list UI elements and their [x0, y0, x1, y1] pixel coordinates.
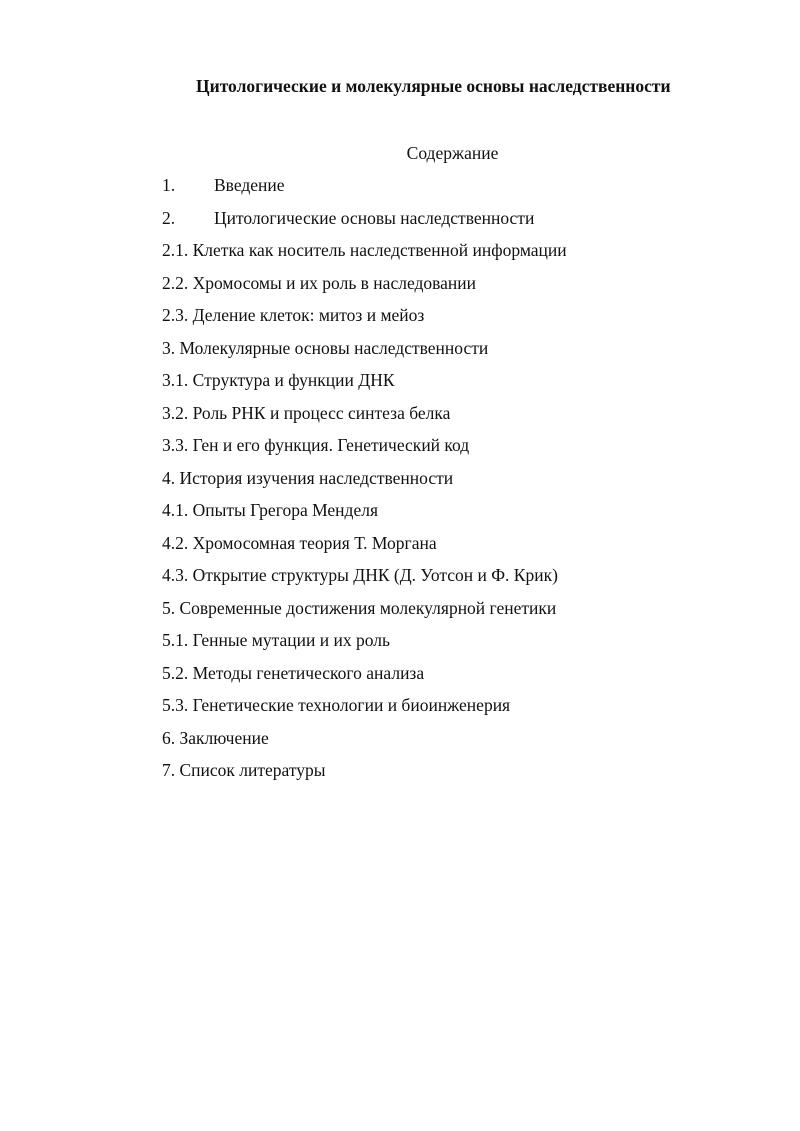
toc-item [162, 273, 567, 306]
toc-item-number: 4.1. [162, 500, 189, 520]
toc-item-number: 6. [162, 727, 176, 748]
toc-item-text: Опыты Грегора Менделя [192, 500, 378, 520]
toc-item [162, 760, 567, 793]
toc-item-number: 7. [162, 760, 176, 780]
toc-item-text: Молекулярные основы наследственности [179, 337, 489, 358]
toc-item-text: Хромосомы и их роль в наследовании [192, 272, 477, 293]
toc-item-text: Генетические технологии и биоинженерия [192, 695, 511, 715]
toc-item-number: 5. [162, 597, 176, 618]
toc-item-text: Цитологические основы наследственности [214, 207, 535, 228]
toc-item-number: 4.2. [162, 532, 189, 553]
toc-item-number: 5.3. [162, 695, 189, 715]
toc-item-text: Хромосомная теория Т. Моргана [192, 532, 437, 553]
toc-item-text: Деление клеток: митоз и мейоз [192, 305, 425, 325]
toc-item-number: 2.3. [162, 305, 189, 325]
toc-item-text: История изучения наследственности [179, 467, 454, 488]
toc-item [162, 208, 567, 241]
toc-item [162, 598, 567, 631]
toc-item-number: 2. [162, 207, 176, 228]
toc-item-text: Структура и функции ДНК [192, 370, 395, 390]
toc-item-number: 4. [162, 467, 176, 488]
toc-item-text: Список литературы [179, 760, 326, 780]
toc-item [162, 630, 567, 663]
toc-item [162, 240, 567, 273]
toc-item [162, 500, 567, 533]
toc-item-number: 3.3. [162, 435, 189, 455]
table-of-contents [162, 175, 567, 793]
toc-item-text: Роль РНК и процесс синтеза белка [192, 402, 451, 423]
toc-item [162, 435, 567, 468]
toc-heading: Содержание [406, 143, 499, 163]
toc-item-number: 5.2. [162, 662, 189, 683]
toc-item [162, 403, 567, 436]
toc-item-text: Заключение [179, 727, 269, 748]
toc-item [162, 175, 567, 208]
toc-item [162, 728, 567, 761]
toc-item-text: Генные мутации и их роль [192, 630, 390, 650]
toc-item-text: Введение [214, 175, 285, 195]
toc-item-number: 5.1. [162, 630, 189, 650]
document-title: Цитологические и молекулярные основы наследственности [196, 76, 671, 96]
toc-item-number: 2.2. [162, 272, 189, 293]
toc-item-text: Методы генетического анализа [192, 662, 425, 683]
toc-item [162, 695, 567, 728]
toc-item-text: Клетка как носитель наследственной информации [192, 240, 567, 260]
toc-item-number: 2.1. [162, 240, 189, 260]
toc-item-text: Ген и его функция. Генетический код [192, 435, 470, 455]
toc-item [162, 370, 567, 403]
toc-item-text: Открытие структуры ДНК (Д. Уотсон и Ф. Крик) [192, 565, 558, 585]
toc-item-number: 4.3. [162, 565, 189, 585]
toc-item [162, 663, 567, 696]
toc-item-number: 1. [162, 175, 176, 195]
toc-item-number: 3.2. [162, 402, 189, 423]
toc-item [162, 533, 567, 566]
toc-item-text: Современные достижения молекулярной генетики [179, 597, 557, 618]
toc-item [162, 565, 567, 598]
toc-item [162, 305, 567, 338]
toc-item [162, 338, 567, 371]
toc-item-number: 3. [162, 337, 176, 358]
toc-item-number: 3.1. [162, 370, 189, 390]
toc-item [162, 468, 567, 501]
